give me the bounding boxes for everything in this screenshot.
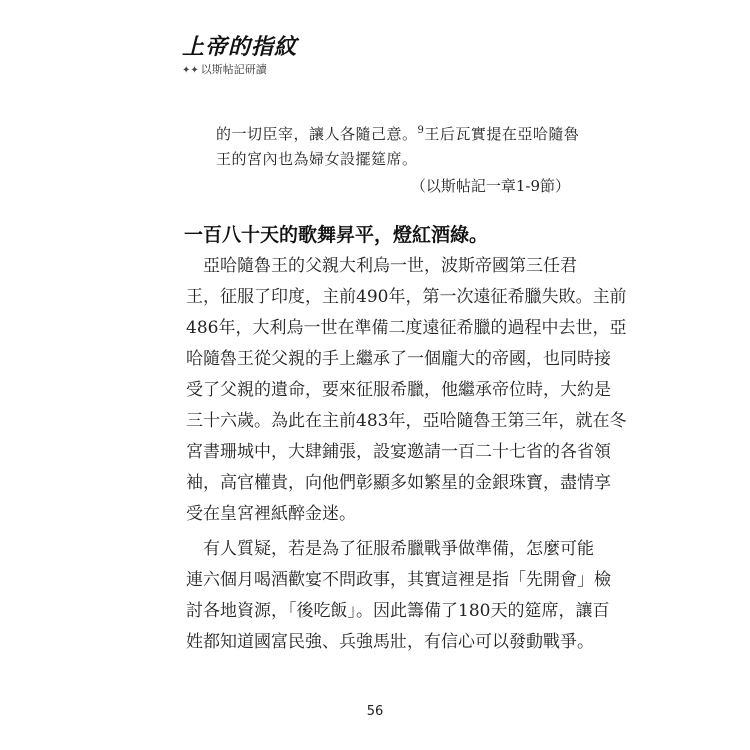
page-number: 56	[366, 704, 384, 719]
star-icon: ✦✦	[182, 65, 199, 76]
paragraph-line: 討各地資源，「後吃飯」。因此籌備了180天的筵席，讓百	[186, 601, 610, 621]
paragraph-line: 袖，高官權貴，向他們彰顯多如繁星的金銀珠寶，盡情享	[186, 473, 611, 493]
logo-subtitle: ✦✦ 以斯帖記研讀	[182, 63, 267, 76]
paragraph-line: 受了父親的遺命，要來征服希臘，他繼承帝位時，大約是	[186, 380, 611, 400]
quote-line: 的一切臣宰，讓人各隨己意。$^9$王后瓦實提在亞哈隨魯	[216, 125, 580, 143]
scripture-citation: （以斯帖記一章1-9節）	[410, 177, 570, 195]
paragraph-line: 王，征服了印度，主前490年，第一次遠征希臘失敗。主前	[186, 287, 627, 307]
logo-title: 上帝的指紋	[182, 34, 298, 60]
section-heading: 一百八十天的歌舞昇平，燈紅酒綠。	[184, 224, 489, 246]
paragraph-line: 姓都知道國富民強、兵強馬壯，有信心可以發動戰爭。	[186, 632, 594, 652]
paragraph-line: 三十六歲。為此在主前483年，亞哈隨魯王第三年，就在冬	[186, 411, 627, 431]
book-series-logo	[182, 30, 297, 77]
paragraph-line: 受在皇宮裡紙醉金迷。	[186, 504, 356, 524]
paragraph-line: 有人質疑，若是為了征服希臘戰爭做準備，怎麼可能	[186, 539, 594, 559]
paragraph-line: 哈隨魯王從父親的手上繼承了一個龐大的帝國，也同時接	[186, 349, 611, 369]
paragraph-line: 486年，大利烏一世在準備二度遠征希臘的過程中去世，亞	[186, 318, 627, 338]
quote-line: 王的宮內也為婦女設擺筵席。	[216, 150, 418, 168]
paragraph-line: 亞哈隨魯王的父親大利烏一世，波斯帝國第三任君	[186, 256, 577, 276]
paragraph-line: 連六個月喝酒歡宴不問政事，其實這裡是指「先開會」檢	[186, 570, 611, 590]
paragraph-line: 宮書珊城中，大肆鋪張，設宴邀請一百二十七省的各省領	[186, 442, 611, 462]
